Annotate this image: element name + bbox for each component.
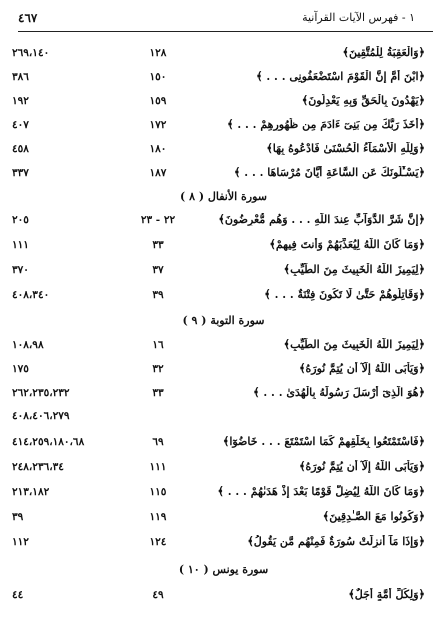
page-references: ١٧٥ <box>12 363 29 375</box>
page-references: ٢٦٩،١٤٠ <box>12 47 50 59</box>
ayah-number: ١٨٧ <box>149 167 167 179</box>
ayah-text: ﴿وَيَأْبَى اللَّهُ إِلَّآ أَن يُتِمَّ نُورَهُ﴾ <box>299 460 425 473</box>
ayah-text: ﴿ابْنَ أُمَّ إِنَّ الْقَوْمَ اسْتَضْعَفُونِى . . . ﴾ <box>256 70 425 83</box>
ayah-number: ١١١ <box>149 461 167 473</box>
page-references: ١١١ <box>12 239 29 251</box>
ayah-number: ٣٢ <box>152 363 164 375</box>
ayah-number: ١٨٠ <box>149 143 167 155</box>
index-row <box>0 508 447 530</box>
page-references: ٤١٤،٢٥٩،١٨٠،٦٨ <box>12 436 85 448</box>
index-row <box>0 533 447 555</box>
ayah-text: ﴿يَهْدُونَ بِالْحَقِّ وَبِهِ يَعْدِلُونَ﴾ <box>301 94 425 107</box>
page-references: ٤٥٨ <box>12 143 29 155</box>
page-references: ٣٩ <box>12 511 24 523</box>
ayah-number: ٣٧ <box>152 264 164 276</box>
ayah-number: ٣٣ <box>152 239 164 251</box>
running-title: ١ - فهرس الآيات القرآنية <box>302 11 415 24</box>
ayah-number: ١٦ <box>152 339 164 351</box>
page-references: ٤٤ <box>12 589 24 601</box>
page-references: ٣٧٠ <box>12 264 29 276</box>
ayah-text: ﴿لِيَمِيزَ اللَّهُ الْخَبِيثَ مِنَ الطَّيِّبِ﴾ <box>283 338 425 351</box>
ayah-text: ﴿لِيَمِيزَ اللَّهُ الْخَبِيثَ مِنَ الطَّيِّبِ﴾ <box>283 263 425 276</box>
page-references: ٤٠٨،٣٤٠ <box>12 289 50 301</box>
page-references: ٣٨٦ <box>12 71 29 83</box>
ayah-text: ﴿وَإِذَا مَآ أُنزِلَتْ سُورَةٌ فَمِنْهُم مَّن يَقُولُ﴾ <box>247 535 425 548</box>
index-row <box>0 116 447 138</box>
page-references: ١٠٨،٩٨ <box>12 339 44 351</box>
page-references: ١١٢ <box>12 536 29 548</box>
index-row <box>0 336 447 358</box>
page-references: ٤٠٨،٤٠٦،٢٧٩ <box>12 410 70 422</box>
page-number: ٤٦٧ <box>18 11 38 25</box>
page-references: ٢١٣،١٨٢ <box>12 486 50 498</box>
page-references: ٣٣٧ <box>12 167 29 179</box>
ayah-text: ﴿يَسْـَٔلُونَكَ عَنِ السَّاعَةِ أَيَّانَ مُرْسَاهَا . . . ﴾ <box>234 166 425 179</box>
index-row <box>0 483 447 505</box>
ayah-number: ١٥٠ <box>149 71 167 83</box>
surah-heading <box>0 190 447 203</box>
index-row <box>0 360 447 382</box>
page-references: ١٩٢ <box>12 95 29 107</box>
index-row <box>0 164 447 186</box>
ayah-number: ١١٥ <box>149 486 167 498</box>
ayah-text: ﴿وَمَا كَانَ اللَّهُ لِيُعَذِّبَهُمْ وَأَنتَ فِيهِمْ﴾ <box>269 238 425 251</box>
header-rule <box>18 31 433 32</box>
surah-title: سورة يونس ( ١٠ ) <box>178 563 269 576</box>
index-row-continuation <box>0 407 447 429</box>
ayah-text: ﴿وَكُونُوا مَعَ الصَّـٰدِقِينَ﴾ <box>322 510 425 523</box>
index-row <box>0 211 447 233</box>
index-row <box>0 68 447 90</box>
index-row <box>0 236 447 258</box>
ayah-number: ٦٩ <box>152 436 164 448</box>
ayah-text: ﴿أَخَذَ رَبُّكَ مِن بَنِىٓ ءَادَمَ مِن ظُهُورِهِمْ . . . ﴾ <box>227 118 425 131</box>
ayah-number: ١٧٢ <box>149 119 167 131</box>
surah-title: سورة التوبة ( ٩ ) <box>182 314 265 327</box>
page-references: ٢٤٨،٢٣٦،٣٤ <box>12 461 64 473</box>
surah-title: سورة الأنفال ( ٨ ) <box>180 190 267 203</box>
ayah-number: ٣٩ <box>152 289 164 301</box>
surah-heading <box>0 563 447 576</box>
page-references: ٢٠٥ <box>12 214 29 226</box>
index-row <box>0 286 447 308</box>
page-references: ٤٠٧ <box>12 119 29 131</box>
page-references: ٢٦٢،٢٣٥،٢٣٢ <box>12 387 70 399</box>
index-row <box>0 433 447 455</box>
ayah-text: ﴿وَالْعَقِبَةُ لِلْمُتَّقِينَ﴾ <box>342 46 425 59</box>
index-row <box>0 44 447 66</box>
ayah-text: ﴿فَاسْتَمْتَعُوا بِخَلَٰقِهِمْ كَمَا اسْتَمْتَعَ . . . خَاضُوٓا﴾ <box>222 435 425 448</box>
ayah-text: ﴿وَيَأْبَى اللَّهُ إِلَّآ أَن يُتِمَّ نُورَهُ﴾ <box>299 362 425 375</box>
ayah-text: ﴿وَلِلَّهِ الْأَسْمَآءُ الْحُسْنَىٰ فَادْعُوهُ بِهَا﴾ <box>266 142 425 155</box>
ayah-number: ١٥٩ <box>149 95 167 107</box>
ayah-number: ٣٣ <box>152 387 164 399</box>
ayah-text: ﴿وَلِكُلِّ أُمَّةٍ أَجَلٌ﴾ <box>348 588 425 601</box>
surah-heading <box>0 314 447 327</box>
index-row <box>0 261 447 283</box>
index-row <box>0 458 447 480</box>
ayah-number: ١٢٤ <box>149 536 167 548</box>
page-header <box>0 0 447 36</box>
index-row <box>0 92 447 114</box>
ayah-number: ١٢٨ <box>149 47 167 59</box>
ayah-text: ﴿وَقَاتِلُوهُمْ حَتَّىٰ لَا تَكُونَ فِتْنَةٌ . . . ﴾ <box>264 288 425 301</box>
ayah-number: ٢٢ - ٢٣ <box>140 214 176 226</box>
index-row <box>0 140 447 162</box>
index-row <box>0 586 447 608</box>
ayah-number: ٤٩ <box>152 589 164 601</box>
ayah-text: ﴿إِنَّ شَرَّ الدَّوَآبِّ عِندَ اللَّهِ . . . وَهُم مُّعْرِضُونَ﴾ <box>218 213 425 226</box>
ayah-number: ١١٩ <box>149 511 167 523</box>
ayah-text: ﴿هُوَ الَّذِىٓ أَرْسَلَ رَسُولَهُ بِالْهُدَىٰ . . . ﴾ <box>253 386 425 399</box>
index-row <box>0 384 447 406</box>
ayah-text: ﴿وَمَا كَانَ اللَّهُ لِيُضِلَّ قَوْمًا بَعْدَ إِذْ هَدَىٰهُمْ . . . ﴾ <box>217 485 425 498</box>
